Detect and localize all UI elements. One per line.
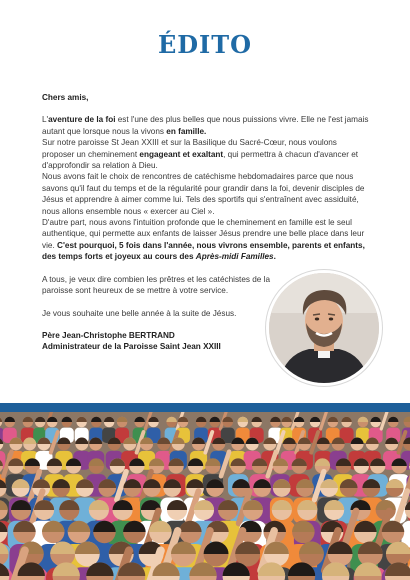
crowd-photo-image <box>0 412 410 580</box>
page-title: ÉDITO <box>157 30 253 59</box>
blue-divider-band <box>0 403 410 412</box>
emphasis-engaging: engageant et exaltant <box>139 149 224 159</box>
paragraph-wishes: Je vous souhaite une belle année à la suite de Jésus. <box>42 308 237 318</box>
salutation: Chers amis, <box>42 93 89 102</box>
paragraph-intro <box>42 114 370 262</box>
emphasis-run: C'est pourquoi, 5 fois dans l'année, nous vivrons ensemble, parents et enfants, des temps forts et joyeux au cours des <box>42 240 365 262</box>
text-run: Nous avons fait le choix de rencontres de catéchisme hebdomadaires parce que nous savons qu'il faut du temps et de la régularité pour grandir dans la foi, devenir disciples de Jésus et apprendre à aimer comme lui. Tels des sportifs qui s'entraînent avec assiduité, nous allons ensemble nous « exercer au Ciel ». <box>42 172 365 216</box>
emphasis-run: . <box>273 252 276 262</box>
text-run: , qui permettra à chacun d'avancer et d'approfondir sa relation à Dieu. <box>42 149 359 171</box>
priest-portrait <box>266 270 382 386</box>
signature-role: Administrateur de la Paroisse Saint Jean XXIII <box>42 342 221 352</box>
text-run: L' <box>42 115 49 125</box>
priest-portrait-image <box>269 273 379 383</box>
emphasis-adventure: aventure de la foi <box>48 115 116 125</box>
paragraph-service: A tous, je veux dire combien les prêtres et les catéchistes de la paroisse sont heureux de se mettre à votre service. <box>42 274 271 296</box>
text-run: est l'une des plus belles que nous puissions vivre. Elle ne l'est jamais autant que lorsque nous la vivons <box>42 115 369 136</box>
emphasis-family: en famille. <box>166 126 207 136</box>
text-run: D'autre part, nous avons l'intuition profonde que le cheminement en famille est le seul authentique, qui permette aux enfants de laisser Jésus prendre une belle place dans leur vie. <box>42 218 365 250</box>
text-run: Sur notre paroisse St Jean XXIII et sur la Basilique du Sacré-Cœur, nous voulons proposer un cheminement <box>42 138 337 159</box>
crowd-photo <box>0 412 410 580</box>
emphasis-italic: Après-midi Familles <box>195 252 274 262</box>
emphasis-afternoons <box>42 241 365 261</box>
signature-name: Père Jean-Christophe BERTRAND <box>42 330 175 340</box>
